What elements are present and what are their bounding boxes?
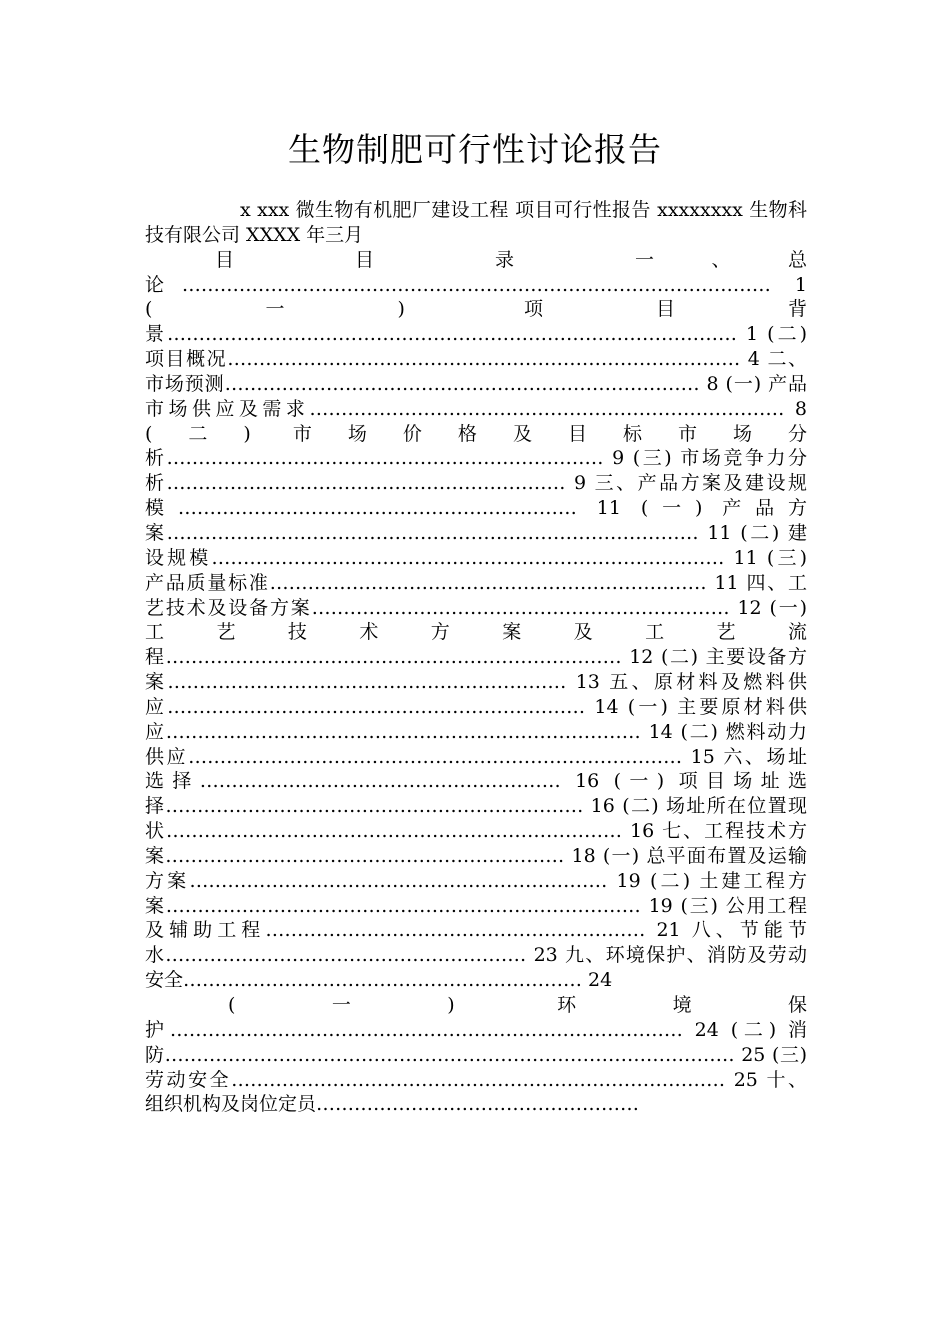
document-body bbox=[145, 198, 807, 1117]
table-of-contents: 目 目 录 一、总论………………………………………………………………………………… 1 (一) 项目背景……………………………………………………………………………… 1 (二) 项目概况……………………………………………………………………… 4 二、市场预测………………………………………………………………… 8 (一) 产品市场供应及需求………………………………………………………………… 8 (二) 市场价格及目标市场分析…………………………………………………………… 9 (三) 市场竞争力分析……………………………………………………… 9 三、产品方案及建设规模……………………………………………………… 11 (一) 产品方案………………………………………………………………………… 11 (二) 建设规模……………………………………………………………………… 11 (三) 产品质量标准…………………………………………………………… 11 四、工艺技术及设备方案………………………………………………………… 12 (一) 工艺技术方案及工艺流程……………………………………………………………… 12 (二) 主要设备方案……………………………………………………… 13 五、原材料及燃料供应………………………………………………………… 14 (一) 主要原材料供应………………………………………………………………… 14 (二) 燃料动力供应…………………………………………………………………… 15 六、场址选择………………………………………………… 16 (一) 项目场址选择………………………………………………………… 16 (二) 场址所在位置现状……………………………………………………………… 16 七、工程技术方案……………………………………………………… 18 (一) 总平面布置及运输方案………………………………………………………… 19 (二) 土建工程方案………………………………………………………………… 19 (三) 公用工程及辅助工程…………………………………………………… 21 八、节能节水………………………………………………… 23 九、环境保护、消防及劳动安全……………………………………………………… 24 bbox=[145, 248, 807, 992]
table-of-contents-continued: (一) 环境保护……………………………………………………………………… 24 (二) 消防……………………………………………………………………………… 25 (三) 劳动安全…………………………………………………………………… 25 十、组织机构及岗位定员…………………………………………… bbox=[145, 994, 807, 1116]
document-subtitle: x xxx 微生物有机肥厂建设工程 项目可行性报告 xxxxxxxx 生物科技有限公司 XXXX 年三月 bbox=[145, 199, 807, 246]
document-title: 生物制肥可行性讨论报告 bbox=[288, 130, 662, 169]
